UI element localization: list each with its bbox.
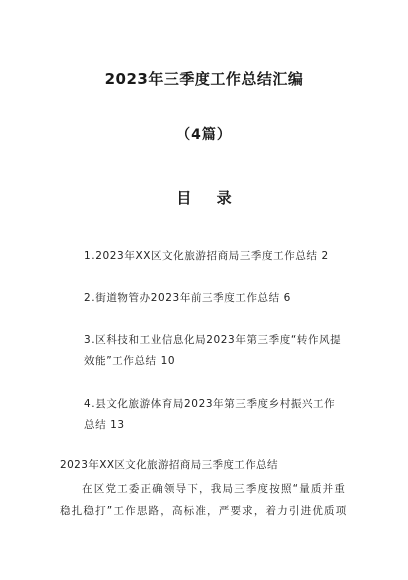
toc-heading: 目 录 <box>176 189 242 207</box>
body-paragraph: 在区党工委正确领导下，我局三季度按照“量质并重稳扎稳打”工作思路，高标准，严要求，着力引进优质项 <box>60 483 348 517</box>
section-heading: 2023年XX区文化旅游招商局三季度工作总结 <box>60 459 278 471</box>
toc-item[interactable]: 3.区科技和工业信息化局2023年第三季度“转作风提效能”工作总结 10 <box>84 334 342 367</box>
toc-item[interactable]: 4.县文化旅游体育局2023年第三季度乡村振兴工作总结 13 <box>84 398 336 431</box>
document-subtitle: （4篇） <box>176 127 232 143</box>
document-title: 2023年三季度工作总结汇编 <box>104 70 304 88</box>
toc-item[interactable]: 2.街道物管办2023年前三季度工作总结 6 <box>84 292 291 304</box>
toc-item[interactable]: 1.2023年XX区文化旅游招商局三季度工作总结 2 <box>84 250 329 262</box>
